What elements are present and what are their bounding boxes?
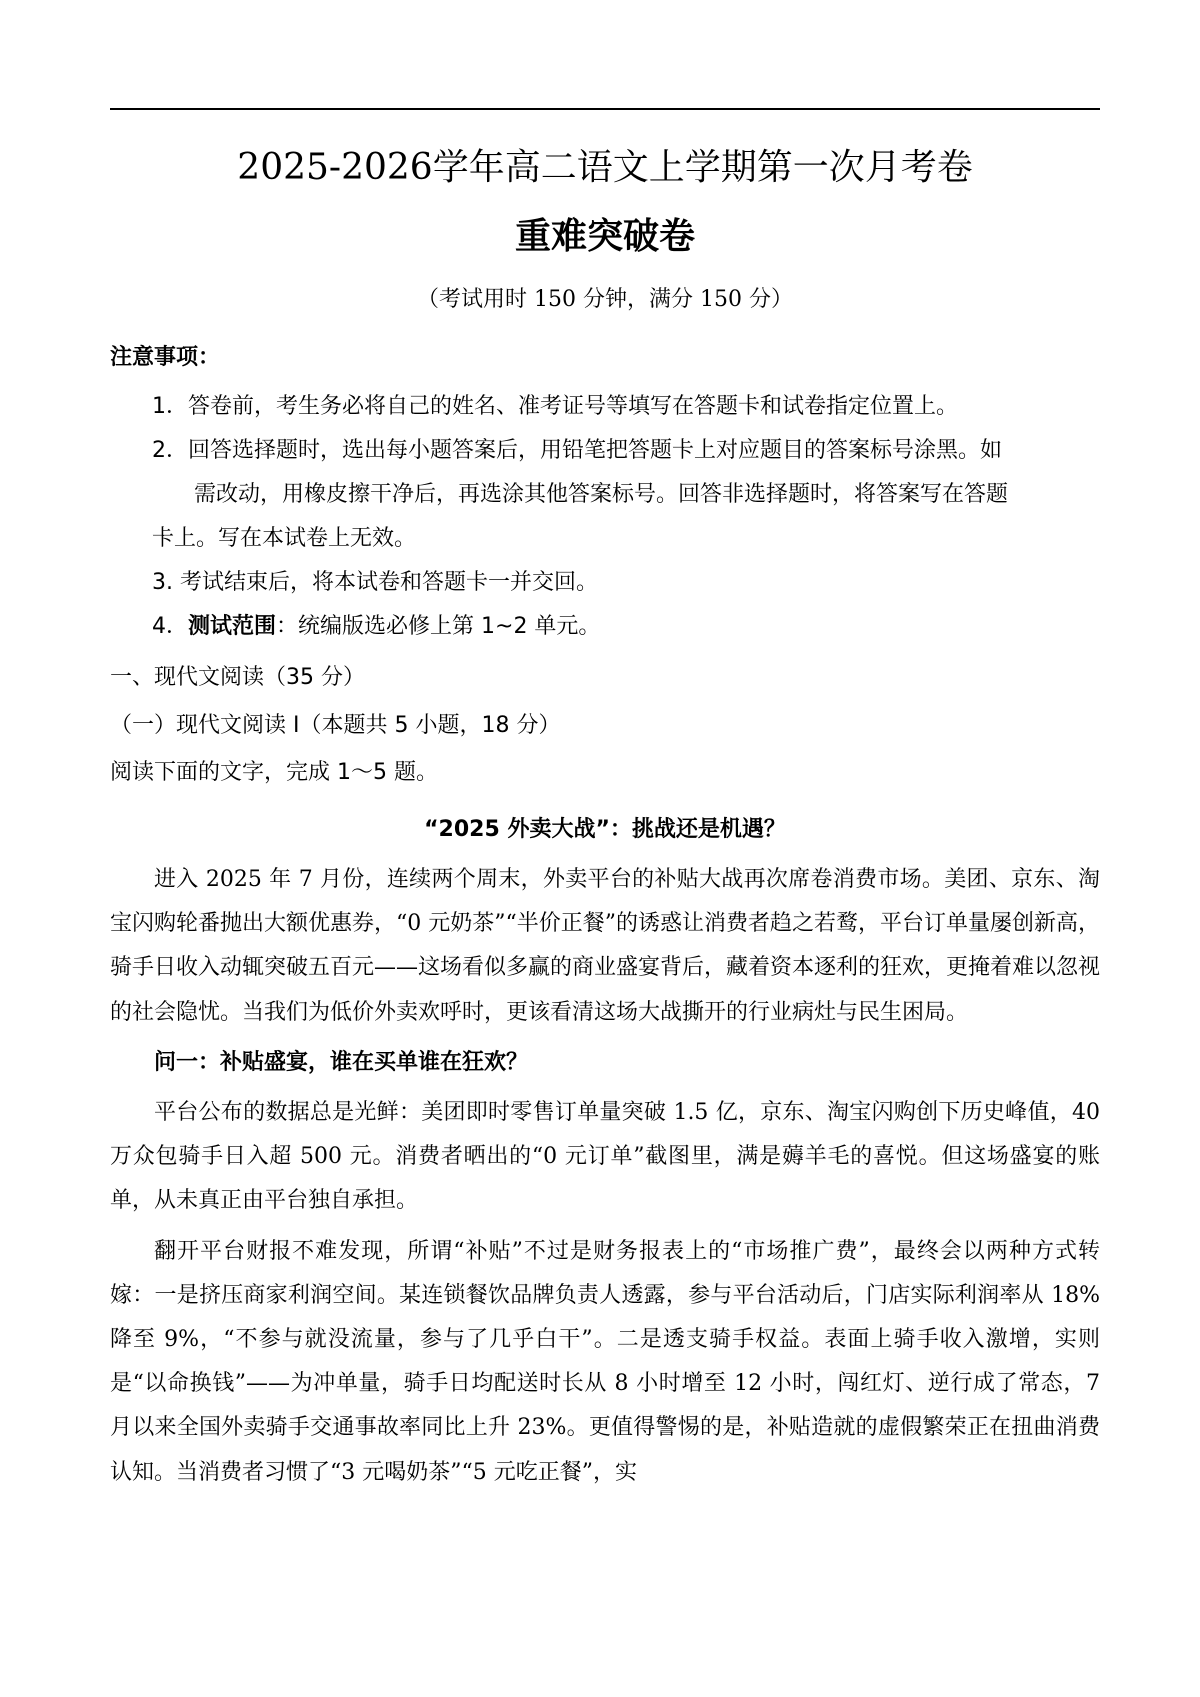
article-title: “2025 外卖大战”：挑战还是机遇？	[424, 817, 786, 842]
exam-info: （考试用时 150 分钟，满分 150 分）	[417, 287, 793, 312]
notice-item-2-line-1: 2．回答选择题时，选出每小题答案后，用铅笔把答题卡上对应题目的答案标号涂黑。如	[152, 438, 1002, 463]
section-heading-part1-sub: （一）现代文阅读 I（本题共 5 小题，18 分）	[110, 713, 561, 738]
exam-title: 2025-2026学年高二语文上学期第一次月考卷	[237, 147, 973, 188]
article-paragraph-1: 进入 2025 年 7 月份，连续两个周末，外卖平台的补贴大战再次席卷消费市场。美团、京东、淘宝闪购轮番抛出大额优惠券，“0 元奶茶”“半价正餐”的诱惑让消费者趋之若鹜，平台订单量屡创新高，骑手日收入动辄突破五百元——这场看似多赢的商业盛宴背后，藏着资本逐利的狂欢，更掩着难以忽视的社会隐忧。当我们为低价外卖欢呼时，更该看清这场大战撕开的行业病灶与民生困局。	[110, 867, 1101, 1025]
article-paragraph-2: 平台公布的数据总是光鲜：美团即时零售订单量突破 1.5 亿，京东、淘宝闪购创下历史峰值，40 万众包骑手日入超 500 元。消费者晒出的“0 元订单”截图里，满是薅羊毛的喜悦。但这场盛宴的账单，从未真正由平台独自承担。	[110, 1100, 1100, 1214]
notice-item-2-line-2: 需改动，用橡皮擦干净后，再选涂其他答案标号。回答非选择题时，将答案写在答题	[194, 482, 1009, 507]
notice-heading: 注意事项：	[110, 345, 221, 370]
top-divider	[110, 108, 1100, 110]
notice-item-4-label: 测试范围	[188, 614, 277, 639]
article-question-heading-1: 问一：补贴盛宴，谁在买单谁在狂欢？	[154, 1049, 529, 1075]
notice-item-2-line-3: 卡上。写在本试卷上无效。	[152, 526, 417, 551]
exam-subtitle: 重难突破卷	[514, 215, 695, 257]
article-body	[110, 858, 1100, 1501]
reading-instruction: 阅读下面的文字，完成 1～5 题。	[110, 760, 438, 785]
notice-item-4-number: 4．	[152, 614, 188, 639]
notice-list	[110, 385, 1100, 649]
notice-item-4-text: ：统编版选必修上第 1~2 单元。	[276, 614, 601, 639]
article-paragraph-3: 翻开平台财报不难发现，所谓“补贴”不过是财务报表上的“市场推广费”，最终会以两种方式转嫁：一是挤压商家利润空间。某连锁餐饮品牌负责人透露，参与平台活动后，门店实际利润率从 18%降至 9%，“不参与就没流量，参与了几乎白干”。二是透支骑手权益。表面上骑手收入激增，实则是“以命换钱”——为冲单量，骑手日均配送时长从 8 小时增至 12 小时，闯红灯、逆行成了常态，7 月以来全国外卖骑手交通事故率同比上升 23%。更值得警惕的是，补贴造就的虚假繁荣正在扭曲消费认知。当消费者习惯了“3 元喝奶茶”“5 元吃正餐”，实	[110, 1238, 1100, 1485]
section-heading-part1: 一、现代文阅读（35 分）	[110, 665, 365, 690]
notice-item-3: 3. 考试结束后，将本试卷和答题卡一并交回。	[152, 570, 598, 595]
notice-item-4	[110, 605, 1100, 649]
notice-item-1: 1．答卷前，考生务必将自己的姓名、准考证号等填写在答题卡和试卷指定位置上。	[152, 394, 958, 419]
